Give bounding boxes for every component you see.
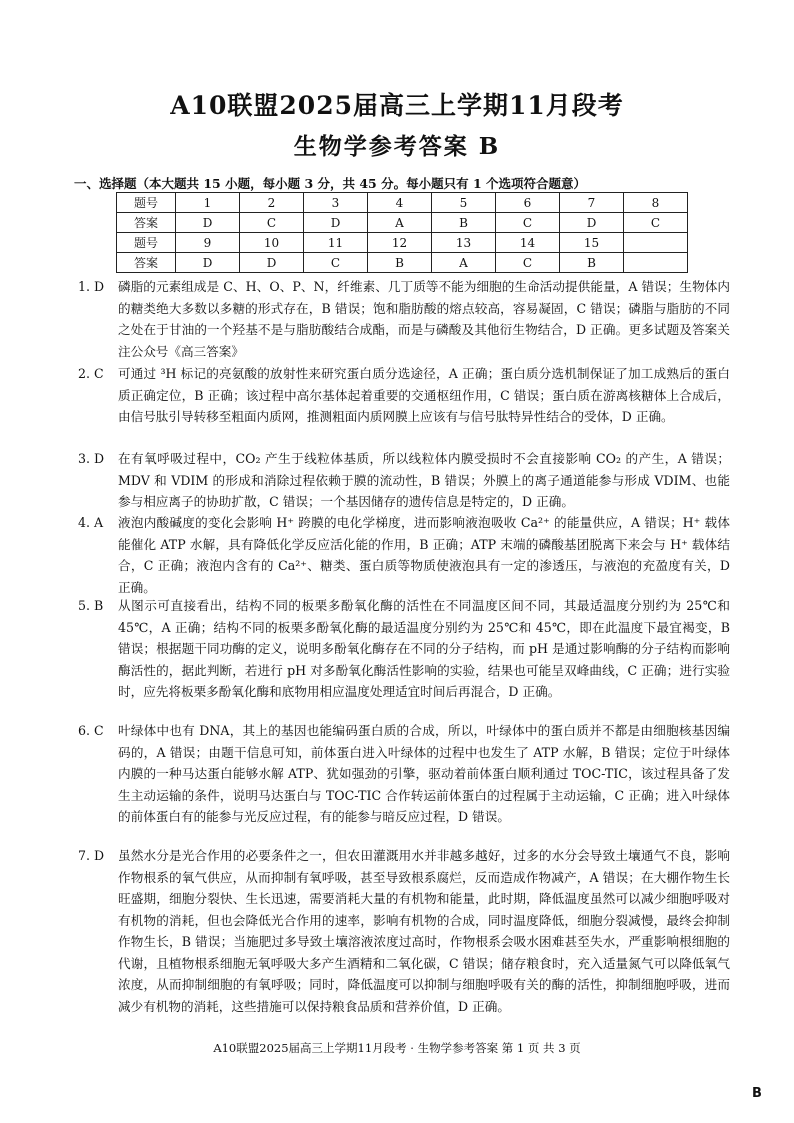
page-footer: A10联盟2025届高三上学期11月段考 · 生物学参考答案 第 1 页 共 3 页 (213, 1041, 581, 1055)
table-header-cell: 答案 (117, 213, 176, 233)
answer-number: 5. B (78, 598, 104, 613)
table-cell: D (240, 253, 304, 273)
table-cell: 10 (240, 233, 304, 253)
answer-number: 1. D (78, 279, 105, 294)
table-row (117, 193, 688, 213)
table-cell: C (496, 253, 560, 273)
table-cell: A (432, 253, 496, 273)
table-cell: B (432, 213, 496, 233)
document-subtitle: 生物学参考答案 B (293, 133, 501, 160)
answer-item-5 (78, 595, 730, 703)
table-header-cell: 题号 (117, 233, 176, 253)
answer-table (116, 192, 688, 273)
table-header-cell: 答案 (117, 253, 176, 273)
table-cell: 11 (304, 233, 368, 253)
answer-item-7 (78, 845, 730, 1017)
answer-number: 2. C (78, 366, 104, 381)
answer-item-3 (78, 448, 730, 513)
table-cell: 13 (432, 233, 496, 253)
answer-number: 4. A (78, 515, 104, 530)
corner-mark: B (752, 1086, 762, 1101)
table-cell: B (560, 253, 624, 273)
answer-explanation: 从图示可直接看出，结构不同的板栗多酚氧化酶的活性在不同温度区间不同，其最适温度分别约为 25℃和 45℃，A 正确；结构不同的板栗多酚氧化酶的最适温度分别约为 25℃和 45℃，即在此温度下最宜褐变，B 错误；根据题干同功酶的定义，说明多酚氧化酶存在不同的分子结构，而 pH 是通过影响酶的分子结构而影响酶活性的，据此判断，若进行 pH 对多酚氧化酶活性影响的实验，结果也可能呈双峰曲线，C 正确；进行实验时，应先将板栗多酚氧化酶和底物用相应温度处理适宜时间后再混合，D 正确。 (118, 598, 730, 699)
table-cell: 2 (240, 193, 304, 213)
table-cell: 14 (496, 233, 560, 253)
table-cell: A (368, 213, 432, 233)
table-cell: 5 (432, 193, 496, 213)
table-row (117, 253, 688, 273)
table-cell: 9 (176, 233, 240, 253)
table-cell: 3 (304, 193, 368, 213)
answer-number: 7. D (78, 848, 105, 863)
section-heading: 一、选择题（本大题共 15 小题，每小题 3 分，共 45 分。每小题只有 1 个选项符合题意） (74, 176, 587, 191)
table-cell: 8 (624, 193, 688, 213)
answer-item-4 (78, 512, 730, 598)
table-cell: 12 (368, 233, 432, 253)
answer-explanation: 在有氧呼吸过程中，CO₂ 产生于线粒体基质，所以线粒体内膜受损时不会直接影响 CO₂ 的产生，A 错误；MDV 和 VDIM 的形成和消除过程依赖于膜的流动性，B 错误；外膜上的离子通道能参与形成 VDIM、也能参与相应离子的协助扩散，C 错误；一个基因储存的遗传信息是特定的，D 正确。 (118, 451, 730, 509)
table-cell: 7 (560, 193, 624, 213)
table-cell: D (176, 253, 240, 273)
table-cell: 1 (176, 193, 240, 213)
table-cell: C (624, 213, 688, 233)
table-cell: B (368, 253, 432, 273)
answer-explanation: 虽然水分是光合作用的必要条件之一，但农田灌溉用水并非越多越好，过多的水分会导致土壤通气不良，影响作物根系的氧气供应，从而抑制有氧呼吸，甚至导致根系腐烂，反而造成作物减产，A 错误；在大棚作物生长旺盛期，细胞分裂快、生长迅速，需要消耗大量的有机物和能量，此时期，降低温度虽然可以减少细胞呼吸对有机物的消耗，但也会降低光合作用的速率，影响有机物的合成，同时温度降低，细胞分裂减慢，最终会抑制作物生长，B 错误；当施肥过多导致土壤溶液浓度过高时，作物根系会吸水困难甚至失水，严重影响根细胞的代谢，且植物根系细胞无氧呼吸大多产生酒精和二氧化碳，C 错误；储存粮食时，充入适量氮气可以降低氧气浓度，从而抑制细胞的有氧呼吸；同时，降低温度可以抑制与细胞呼吸有关的酶的活性，抑制细胞呼吸，进而减少有机物的消耗，这些措施可以保持粮食品质和营养价值，D 正确。 (118, 848, 730, 1014)
answer-explanation: 磷脂的元素组成是 C、H、O、P、N，纤维素、几丁质等不能为细胞的生命活动提供能量，A 错误；生物体内的糖类绝大多数以多糖的形式存在，B 错误；饱和脂肪酸的熔点较高，容易凝固，C 错误；磷脂与脂肪的不同之处在于甘油的一个羟基不是与脂肪酸结合成酯，而是与磷酸及其他衍生物结合，D 正确。更多试题及答案关注公众号《高三答案》 (118, 279, 730, 359)
answer-item-6 (78, 720, 730, 828)
table-cell: 4 (368, 193, 432, 213)
answer-explanation: 叶绿体中也有 DNA，其上的基因也能编码蛋白质的合成，所以，叶绿体中的蛋白质并不都是由细胞核基因编码的，A 错误；由题干信息可知，前体蛋白进入叶绿体的过程中也发生了 ATP 水解，B 错误；定位于叶绿体内膜的一种马达蛋白能够水解 ATP、犹如强劲的引擎，驱动着前体蛋白顺利通过 TOC-TIC，该过程具备了发生主动运输的条件，说明马达蛋白与 TOC-TIC 合作转运前体蛋白的过程属于主动运输，C 正确；进入叶绿体的前体蛋白有的能参与光反应过程，有的能参与暗反应过程，D 错误。 (118, 723, 730, 824)
table-cell (624, 253, 688, 273)
document-title: A10联盟2025届高三上学期11月段考 (170, 91, 624, 120)
table-cell: D (560, 213, 624, 233)
answer-explanation: 可通过 ³H 标记的亮氨酸的放射性来研究蛋白质分选途径，A 正确；蛋白质分选机制保证了加工成熟后的蛋白质正确定位，B 正确；该过程中高尔基体起着重要的交通枢纽作用，C 错误；蛋白质在游离核糖体上合成后，由信号肽引导转移至粗面内质网，推测粗面内质网膜上应该有与信号肽特异性结合的受体，D 正确。 (118, 366, 730, 424)
table-cell: D (304, 213, 368, 233)
table-cell: C (496, 213, 560, 233)
table-cell: C (304, 253, 368, 273)
table-cell: D (176, 213, 240, 233)
table-cell: C (240, 213, 304, 233)
table-cell (624, 233, 688, 253)
answer-item-1 (78, 276, 730, 362)
answer-number: 3. D (78, 451, 105, 466)
table-cell: 6 (496, 193, 560, 213)
answer-number: 6. C (78, 723, 104, 738)
table-row (117, 233, 688, 253)
answer-item-2 (78, 363, 730, 428)
table-cell: 15 (560, 233, 624, 253)
table-header-cell: 题号 (117, 193, 176, 213)
answer-explanation: 液泡内酸碱度的变化会影响 H⁺ 跨膜的电化学梯度，进而影响液泡吸收 Ca²⁺ 的能量供应，A 错误；H⁺ 载体能催化 ATP 水解，具有降低化学反应活化能的作用，B 正确；ATP 末端的磷酸基团脱离下来会与 H⁺ 载体结合，C 正确；液泡内含有的 Ca²⁺、糖类、蛋白质等物质使液泡具有一定的渗透压，与液泡的充盈度有关，D 正确。 (118, 515, 730, 595)
table-row (117, 213, 688, 233)
